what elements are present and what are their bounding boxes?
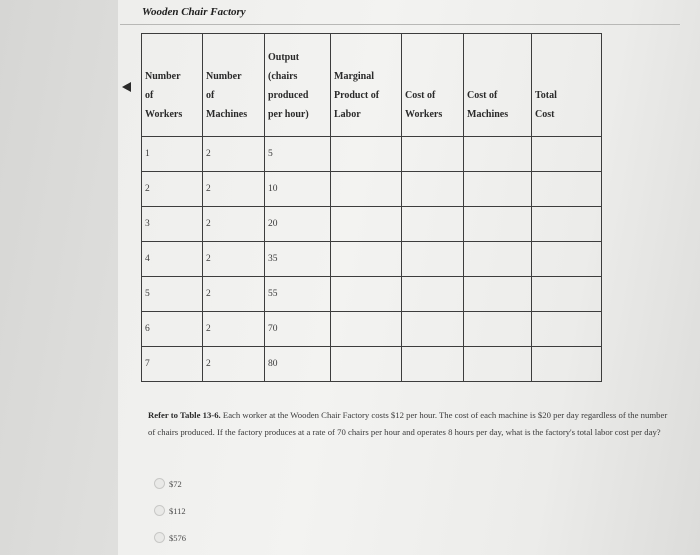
table-cell [464,347,532,382]
table-cell [331,137,402,172]
column-header-line: of [145,90,154,101]
table-cell [532,172,602,207]
table-row [142,172,602,207]
radio-button[interactable] [154,478,165,489]
column-header-line: Number [206,71,242,82]
table-cell: 2 [203,137,265,172]
column-header [142,34,203,137]
table-cell [331,277,402,312]
table-cell: 35 [265,242,331,277]
answer-option-2[interactable] [154,505,186,516]
table-cell: 70 [265,312,331,347]
column-header [464,34,532,137]
answer-option-3[interactable] [154,532,186,543]
column-header-line: produced [268,90,309,101]
table-cell: 2 [203,207,265,242]
column-header-line: Machines [467,109,509,120]
table-cell: 7 [142,347,203,382]
table-row [142,207,602,242]
table-cell [402,277,464,312]
column-header-line: Cost of [405,90,436,101]
table-cell: 2 [142,172,203,207]
table-cell: 2 [203,347,265,382]
table-cell [464,277,532,312]
column-header [203,34,265,137]
question-body: Each worker at the Wooden Chair Factory costs $12 per hour. The cost of each machine is $20 per day regardless of the number of chairs produced. If the factory produces at a rate of 70 chairs per hour and operates 8 hours per day, what is the factory's total labor cost per day? [148,410,668,437]
radio-button[interactable] [154,532,165,543]
column-header-line: of [206,90,215,101]
column-header-line: (chairs [268,71,298,82]
table-row [142,242,602,277]
column-header [532,34,602,137]
table-cell [402,242,464,277]
column-header-line: Workers [145,109,183,120]
table-cell: 5 [265,137,331,172]
column-header-line: Marginal [334,71,374,82]
column-header-line: Labor [334,109,361,120]
table-cell: 2 [203,312,265,347]
table-cell: 55 [265,277,331,312]
question-reference: Refer to Table 13-6. [148,410,221,420]
table-cell [331,312,402,347]
table-cell [532,207,602,242]
table-header-row [142,34,602,137]
table-cell: 10 [265,172,331,207]
table-cell [331,207,402,242]
table-cell: 2 [203,172,265,207]
question-text [148,407,668,441]
table-cell: 1 [142,137,203,172]
column-header-line: Output [268,52,300,63]
table-cell [402,312,464,347]
table-cell [331,242,402,277]
page-title: Wooden Chair Factory [142,6,246,18]
column-header-line: Workers [405,109,443,120]
cost-table [141,33,602,382]
table-cell: 5 [142,277,203,312]
table-cell: 6 [142,312,203,347]
table-body [142,137,602,382]
table-cell: 4 [142,242,203,277]
table-cell [464,172,532,207]
table-cell [331,347,402,382]
column-header-line: Product of [334,90,380,101]
answer-option-label: $112 [169,505,186,516]
column-header [265,34,331,137]
column-header-line: Cost of [467,90,498,101]
column-header-line: per hour) [268,109,309,120]
column-header-line: Number [145,71,181,82]
table-cell [402,172,464,207]
table-cell: 80 [265,347,331,382]
table-cell [464,312,532,347]
column-header-line: Machines [206,109,248,120]
table-cell [464,137,532,172]
table-row [142,347,602,382]
column-header [402,34,464,137]
table-cell [331,172,402,207]
table-cell [532,312,602,347]
radio-button[interactable] [154,505,165,516]
column-header-line: Total [535,90,557,101]
table-row [142,137,602,172]
table-cell: 2 [203,277,265,312]
table-cell [402,137,464,172]
table-cell [532,137,602,172]
column-header [331,34,402,137]
answer-option-1[interactable] [154,478,182,489]
table-cell: 3 [142,207,203,242]
table-cell [464,242,532,277]
column-header-line: Cost [535,109,555,120]
table-cell: 20 [265,207,331,242]
table-cell [464,207,532,242]
table-cell [532,347,602,382]
title-divider [120,24,680,25]
table-cell: 2 [203,242,265,277]
answer-option-label: $72 [169,478,182,489]
answer-option-label: $576 [169,532,186,543]
table-cell [402,207,464,242]
table-row [142,312,602,347]
table-row [142,277,602,312]
table-cell [532,242,602,277]
cursor-arrow-icon [122,82,131,92]
table-cell [402,347,464,382]
table-cell [532,277,602,312]
